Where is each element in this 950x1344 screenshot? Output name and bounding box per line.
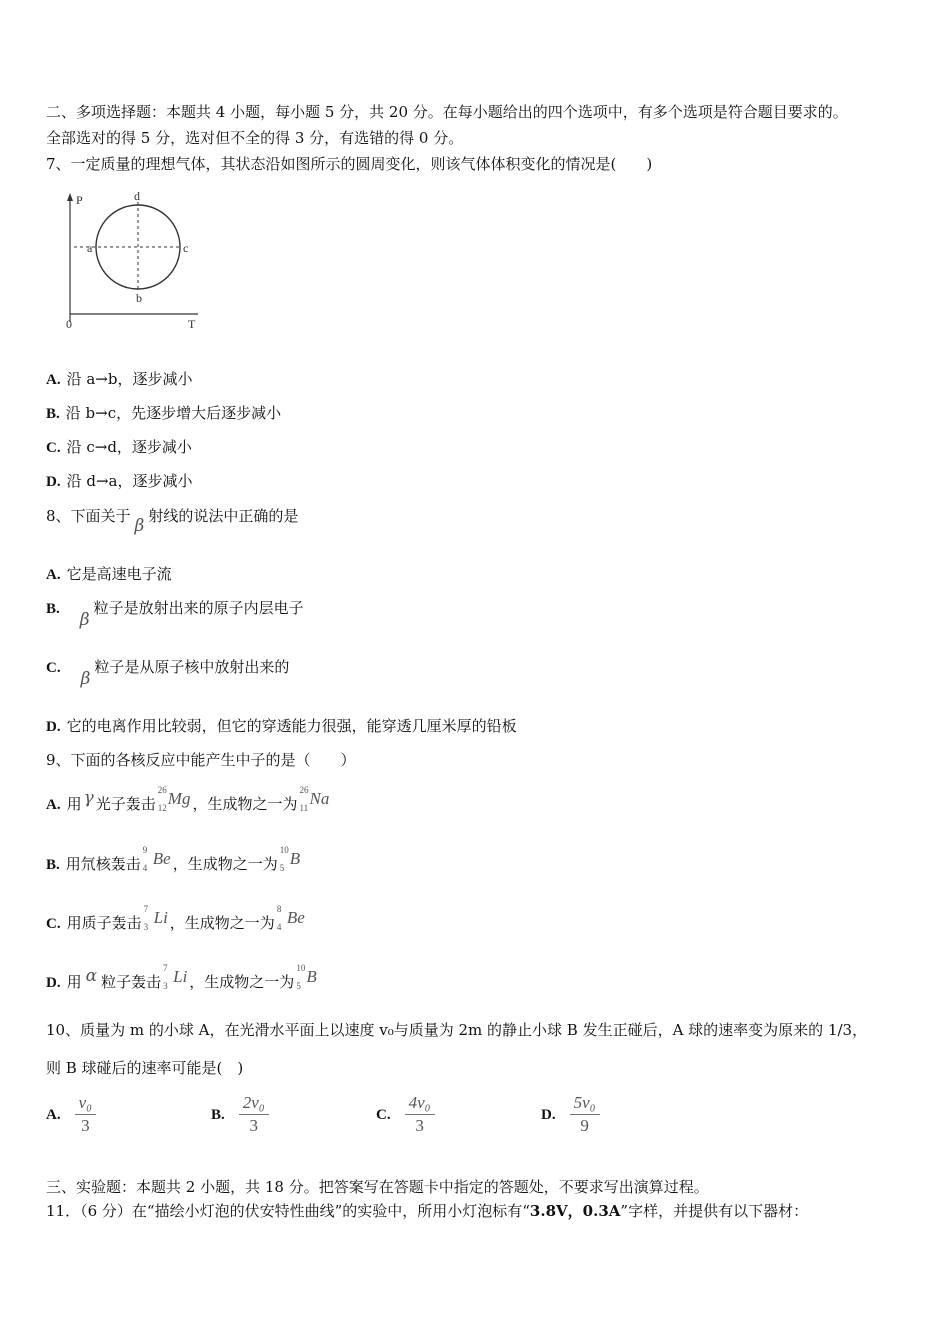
option-letter: D. [46, 975, 61, 991]
q11-stem-pre: 11．（6 分）在“描绘小灯泡的伏安特性曲线”的实验中，所用小灯泡标有“ [46, 1202, 530, 1220]
gamma-symbol: γ [83, 788, 94, 808]
denominator: 3 [415, 1116, 424, 1135]
option-letter: C. [46, 440, 61, 456]
element-symbol: Be [152, 849, 171, 868]
p-axis-label: P [76, 193, 83, 207]
option-pre: 用氘核轰击 [65, 855, 141, 873]
option-letter: B. [46, 406, 60, 422]
nuclide-li [143, 904, 168, 932]
option-letter: B. [46, 601, 60, 617]
nuclide-b [296, 963, 317, 991]
beta-symbol: β [79, 610, 90, 630]
q7-option-a [46, 369, 192, 390]
q9-stem: 9、下面的各核反应中能产生中子的是（ ） [46, 751, 356, 769]
q10-option-a [46, 1092, 96, 1137]
option-letter: D. [46, 474, 61, 490]
q7-stem: 7、一定质量的理想气体，其状态沿如图所示的圆周变化，则该气体体积变化的情况是( ) [46, 155, 653, 173]
option-letter: C. [376, 1106, 391, 1123]
origin-label: 0 [66, 317, 72, 331]
denominator: 3 [81, 1116, 90, 1135]
nuclide-li [163, 963, 188, 991]
q8-stem [46, 506, 299, 536]
q10-option-c [376, 1092, 435, 1137]
alpha-symbol: α [85, 966, 98, 986]
fraction [75, 1092, 96, 1137]
q10-option-d [541, 1092, 600, 1137]
nuclide-mg [157, 785, 191, 813]
point-c-label: c [183, 241, 189, 255]
option-mid: 光子轰击 [95, 795, 156, 813]
mass-number: 10 [296, 963, 306, 973]
mass-number: 10 [279, 845, 289, 855]
q8-option-c [46, 657, 290, 689]
element-symbol: Mg [167, 789, 191, 808]
atomic-number: 3 [143, 922, 149, 932]
option-post: ，生成物之一为 [172, 855, 278, 873]
option-letter: B. [46, 857, 60, 873]
q8-option-d [46, 716, 517, 737]
option-mid: 粒子轰击 [101, 973, 162, 991]
q11-stem [46, 1201, 808, 1221]
fraction [239, 1092, 269, 1137]
q7-option-c [46, 437, 192, 458]
section2-line1: 二、多项选择题：本题共 4 小题，每小题 5 分，共 20 分。在每小题给出的四个选项中，有多个选项是符合题目要求的。 [46, 103, 848, 121]
option-text: 沿 b→c，先逐步增大后逐步减小 [65, 404, 282, 422]
option-text: 沿 c→d，逐步减小 [66, 438, 192, 456]
denominator: 3 [249, 1116, 258, 1135]
q8-stem-pre: 8、下面关于 [46, 507, 131, 525]
option-letter: D. [46, 719, 61, 735]
option-text: 它的电离作用比较弱，但它的穿透能力很强，能穿透几厘米厚的铅板 [66, 717, 517, 735]
section3-line1: 三、实验题：本题共 2 小题，共 18 分。把答案写在答题卡中指定的答题处，不要求写出演算过程。 [46, 1178, 709, 1196]
p-axis [67, 193, 73, 322]
q9-option-a [46, 785, 331, 815]
option-text: 它是高速电子流 [66, 565, 172, 583]
fraction [405, 1092, 435, 1137]
element-symbol: B [289, 849, 301, 868]
mass-number: 8 [276, 904, 282, 914]
atomic-number: 5 [296, 981, 301, 991]
nuclide-be [142, 845, 171, 873]
q11-stem-post: ”字样，并提供有以下器材： [620, 1202, 809, 1220]
option-letter: A. [46, 797, 61, 813]
point-b-label: b [136, 291, 142, 305]
atomic-number: 11 [299, 803, 309, 813]
mass-number: 7 [143, 904, 149, 914]
option-post: ，生成物之一为 [169, 914, 275, 932]
q10-line1: 10、质量为 m 的小球 A，在光滑水平面上以速度 v₀与质量为 2m 的静止小球 B 发生正碰后，A 球的速率变为原来的 1/3， [46, 1021, 868, 1039]
nuclide-b [279, 845, 301, 873]
atomic-number: 4 [276, 922, 282, 932]
element-symbol: Be [286, 908, 305, 927]
point-d-label: d [134, 190, 140, 203]
option-text: 沿 a→b，逐步减小 [66, 370, 193, 388]
option-pre: 用 [66, 973, 82, 991]
element-symbol: Li [173, 967, 188, 986]
option-text: 粒子是放射出来的原子内层电子 [93, 599, 304, 617]
element-symbol: Li [153, 908, 168, 927]
q7-option-d [46, 471, 192, 492]
option-pre: 用质子轰击 [66, 914, 142, 932]
element-symbol: B [306, 967, 317, 986]
option-letter: A. [46, 372, 61, 388]
section2-line2: 全部选对的得 5 分，选对但不全的得 3 分，有选错的得 0 分。 [46, 129, 464, 147]
q9-option-d [46, 963, 319, 993]
q10-line2: 则 B 球碰后的速率可能是( ) [46, 1059, 244, 1077]
element-symbol: Na [309, 789, 330, 808]
numerator: 4v₀ [405, 1092, 435, 1115]
q8-option-b [46, 598, 304, 630]
beta-symbol: β [80, 669, 91, 689]
option-post: ，生成物之一为 [192, 795, 298, 813]
denominator: 9 [580, 1116, 589, 1135]
t-axis-label: T [188, 317, 196, 331]
fraction [570, 1092, 600, 1137]
q10-option-b [211, 1092, 269, 1137]
option-pre: 用 [66, 795, 82, 813]
q9-option-b [46, 845, 302, 875]
option-text: 粒子是从原子核中放射出来的 [94, 658, 290, 676]
nuclide-na [299, 785, 330, 813]
nuclide-be [276, 904, 305, 932]
atomic-number: 4 [142, 863, 148, 873]
numerator: 5v₀ [570, 1092, 600, 1115]
bulb-rating: 3.8V，0.3A [529, 1202, 621, 1220]
q7-option-b [46, 403, 281, 424]
option-text: 沿 d→a，逐步减小 [66, 472, 193, 490]
option-letter: C. [46, 660, 61, 676]
mass-number: 9 [142, 845, 148, 855]
mass-number: 26 [299, 785, 309, 795]
mass-number: 7 [163, 963, 168, 973]
mass-number: 26 [157, 785, 167, 795]
atomic-number: 5 [279, 863, 285, 873]
beta-symbol: β [134, 516, 145, 536]
atomic-number: 12 [157, 803, 167, 813]
option-letter: B. [211, 1106, 225, 1123]
point-a-label: a [87, 241, 93, 255]
atomic-number: 3 [163, 981, 168, 991]
numerator: 2v₀ [239, 1092, 269, 1115]
q9-option-c [46, 904, 307, 934]
option-letter: A. [46, 1106, 61, 1123]
q8-option-a [46, 564, 172, 585]
option-letter: C. [46, 916, 61, 932]
option-letter: D. [541, 1106, 556, 1123]
q8-stem-post: 射线的说法中正确的是 [148, 507, 299, 525]
option-post: ，生成物之一为 [189, 973, 295, 991]
option-letter: A. [46, 567, 61, 583]
q7-pt-diagram [60, 190, 210, 335]
numerator: v₀ [75, 1092, 96, 1115]
